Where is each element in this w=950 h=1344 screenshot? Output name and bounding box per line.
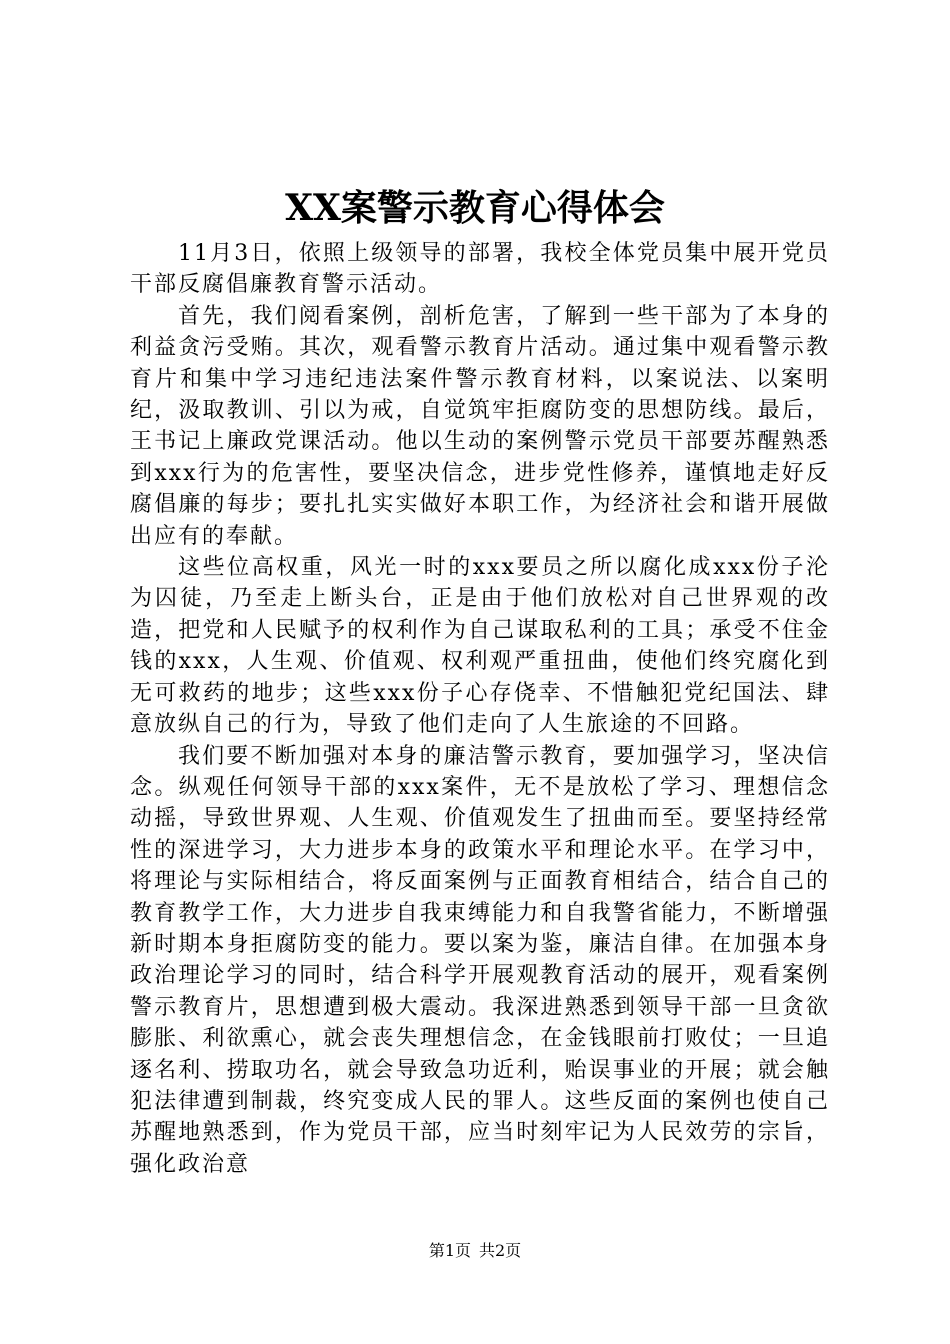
- paragraph: 11月3日，依照上级领导的部署，我校全体党员集中展开党员干部反腐倡廉教育警示活动。: [130, 241, 830, 298]
- document-body: [130, 238, 830, 1180]
- paragraph: 首先，我们阅看案例，剖析危害，了解到一些干部为了本身的利益贪污受贿。其次，观看警示教育片活动。通过集中观看警示教育片和集中学习违纪违法案件警示教育材料，以案说法、以案明纪，汲取教训、引以为戒，自觉筑牢拒腐防变的思想防线。最后，王书记上廉政党课活动。他以生动的案例警示党员干部要苏醒熟悉到xxx行为的危害性，要坚决信念，进步党性修养，谨慎地走好反腐倡廉的每步；要扎扎实实做好本职工作，为经济社会和谐开展做出应有的奉献。: [130, 303, 830, 549]
- paragraph: 我们要不断加强对本身的廉洁警示教育，要加强学习，坚决信念。纵观任何领导干部的xxx案件，无不是放松了学习、理想信念动摇，导致世界观、人生观、价值观发生了扭曲而至。要坚持经常性的深进学习，大力进步本身的政策水平和理论水平。在学习中，将理论与实际相结合，将反面案例与正面教育相结合，结合自己的教育教学工作，大力进步自我束缚能力和自我警省能力，不断增强新时期本身拒腐防变的能力。要以案为鉴，廉洁自律。在加强本身政治理论学习的同时，结合科学开展观教育活动的展开，观看案例警示教育片，思想遭到极大震动。我深进熟悉到领导干部一旦贪欲膨胀、利欲熏心，就会丧失理想信念，在金钱眼前打败仗；一旦追逐名利、捞取功名，就会导致急功近利，贻误事业的开展；就会触犯法律遭到制裁，终究变成人民的罪人。这些反面的案例也使自己苏醒地熟悉到，作为党员干部，应当时刻牢记为人民效劳的宗旨，强化政治意: [130, 743, 830, 1177]
- page-footer: [0, 1241, 950, 1261]
- total-pages: 共2页: [479, 1241, 522, 1260]
- document-title: XX案警示教育心得体会: [285, 187, 665, 229]
- page-number: 第1页: [428, 1241, 471, 1260]
- paragraph: 这些位高权重，风光一时的xxx要员之所以腐化成xxx份子沦为囚徒，乃至走上断头台，正是由于他们放松对自己世界观的改造，把党和人民赋予的权利作为自己谋取私利的工具；承受不住金钱的xxx，人生观、价值观、权利观严重扭曲，使他们终究腐化到无可救药的地步；这些xxx份子心存侥幸、不惜触犯党纪国法、肆意放纵自己的行为，导致了他们走向了人生旅途的不回路。: [130, 555, 830, 738]
